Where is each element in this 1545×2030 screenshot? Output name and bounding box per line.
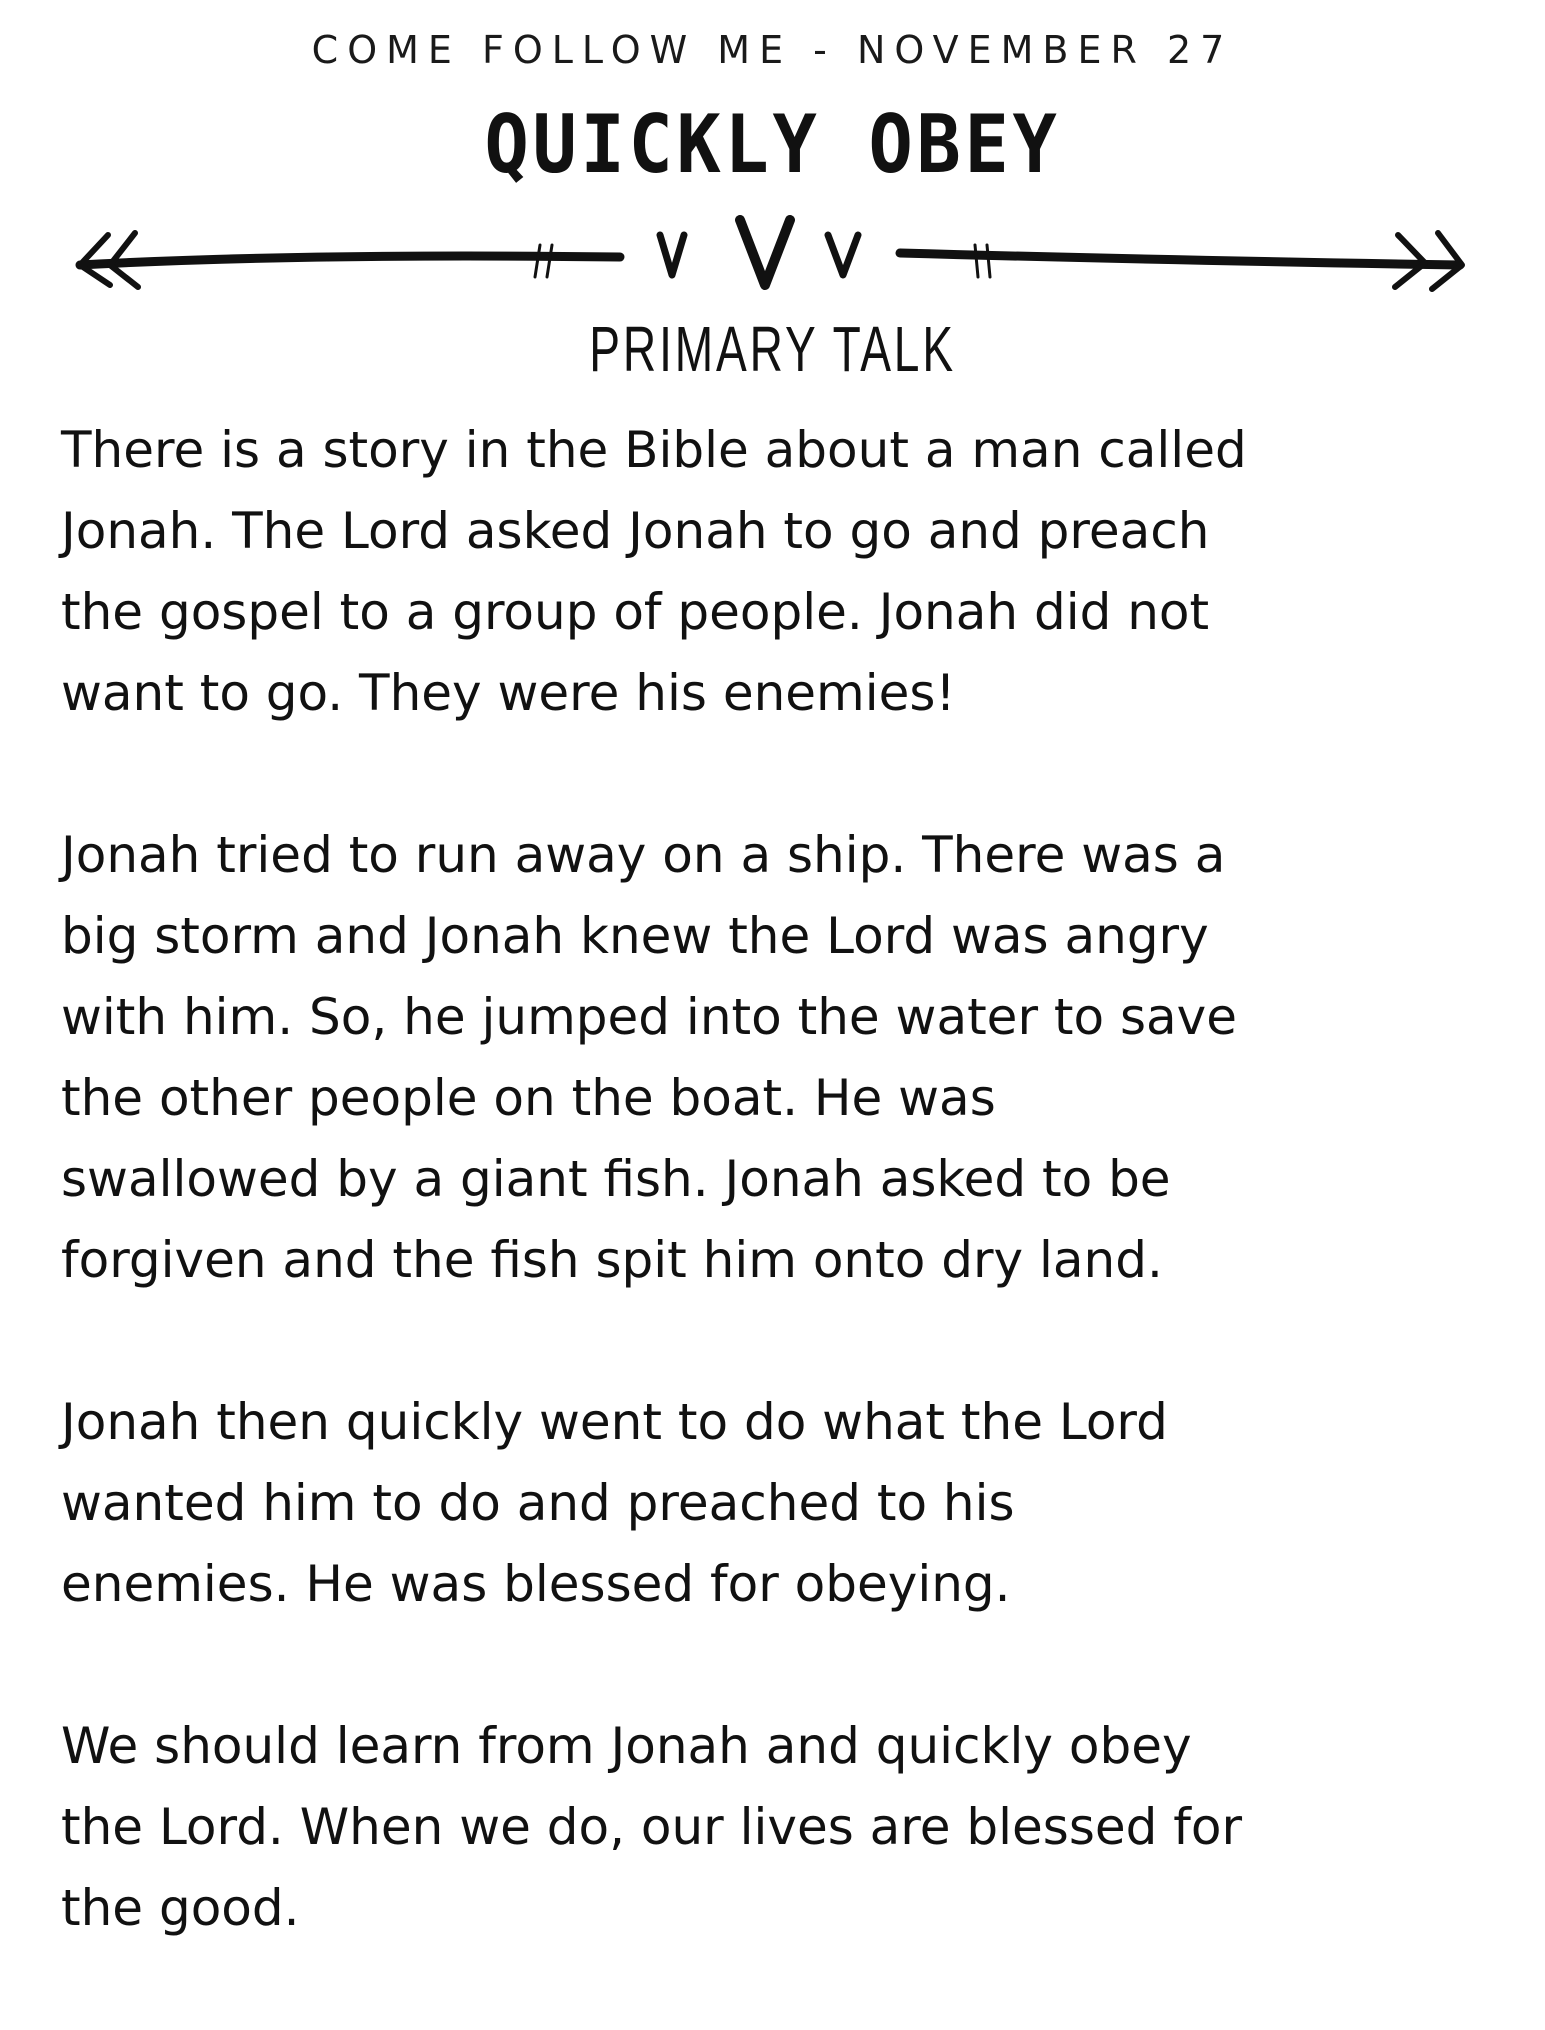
paragraph-line: There is a story in the Bible about a man called [61,421,1247,479]
subtitle-text: PRIMARY TALK [589,313,956,385]
paragraph-line: with him. So, he jumped into the water to save [61,988,1238,1046]
paragraph-line: want to go. They were his enemies! [61,664,956,722]
paragraph-line: the good. [61,1879,300,1937]
paragraph-line: Jonah tried to run away on a ship. There was a [61,826,1226,884]
paragraph [61,410,1501,734]
paragraph-line: Jonah then quickly went to do what the Lord [61,1393,1168,1451]
paragraph-line: big storm and Jonah knew the Lord was angry [61,907,1209,965]
series-kicker: COME FOLLOW ME - NOVEMBER 27 [311,28,1234,72]
paragraph [61,1382,1501,1625]
paragraph [61,1706,1501,1949]
paragraph-line: enemies. He was blessed for obeying. [61,1555,1011,1613]
arrow-divider-icon [0,215,1545,295]
paragraph-line: forgiven and the fish spit him onto dry land. [61,1231,1163,1289]
paragraph-line: swallowed by a giant fish. Jonah asked to be [61,1150,1171,1208]
page-title: QUICKLY OBEY [484,98,1061,191]
talk-type-heading [0,312,1545,386]
talk-body [61,410,1501,2030]
paragraph-line: We should learn from Jonah and quickly obey [61,1717,1192,1775]
paragraph [61,815,1501,1301]
paragraph-line: the gospel to a group of people. Jonah did not [61,583,1210,641]
paragraph-line: the Lord. When we do, our lives are blessed for [61,1798,1243,1856]
paragraph-line: wanted him to do and preached to his [61,1474,1015,1532]
paragraph-line: the other people on the boat. He was [61,1069,996,1127]
paragraph-line: Jonah. The Lord asked Jonah to go and preach [61,502,1210,560]
